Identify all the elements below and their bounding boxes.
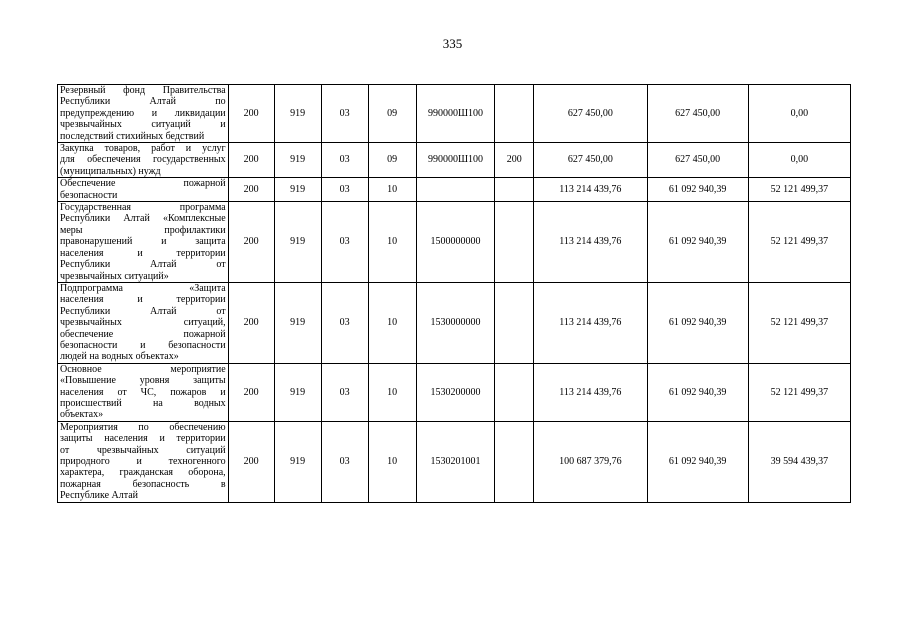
table-row: [58, 363, 851, 421]
row-name-line: безопасности: [60, 189, 118, 201]
code-cell: 03: [321, 421, 368, 502]
code-cell: 10: [368, 202, 416, 283]
row-name-line: объектах»: [60, 409, 104, 421]
page-number: 335: [442, 36, 463, 51]
code-cell: [495, 282, 534, 363]
row-name-cell: [58, 178, 229, 202]
row-name-line: населения и территории: [60, 294, 226, 306]
table-row: [58, 282, 851, 363]
amount-cell: 100 687 379,76: [534, 421, 647, 502]
amount-cell: 627 450,00: [534, 143, 647, 178]
code-cell: 200: [228, 363, 274, 421]
code-cell: 10: [368, 282, 416, 363]
row-name-line: происшествий на водных: [60, 397, 226, 409]
table-row: [58, 421, 851, 502]
row-name-line: безопасности и безопасности: [60, 339, 226, 351]
amount-cell: 627 450,00: [647, 85, 748, 143]
row-name-line: предупреждению и ликвидации: [60, 107, 226, 119]
row-name-line: чрезвычайных ситуаций,: [60, 317, 226, 329]
row-name-line: для обеспечения государственных: [60, 154, 226, 166]
code-cell: 10: [368, 421, 416, 502]
code-cell: 200: [228, 178, 274, 202]
row-name-line: Государственная программа: [60, 202, 226, 214]
code-cell: 10: [368, 178, 416, 202]
table-row: [58, 202, 851, 283]
code-cell: 03: [321, 282, 368, 363]
amount-cell: 52 121 499,37: [748, 282, 850, 363]
code-cell: 919: [274, 178, 321, 202]
table-row: [58, 85, 851, 143]
row-name-line: (муниципальных) нужд: [60, 165, 161, 177]
row-name-line: Подпрограмма «Защита: [60, 282, 226, 294]
code-cell: 200: [495, 143, 534, 178]
code-cell: 919: [274, 202, 321, 283]
row-name-line: природного и техногенного: [60, 456, 226, 467]
code-cell: 1530201001: [416, 421, 495, 502]
code-cell: [495, 421, 534, 502]
row-name-line: Обеспечение пожарной: [60, 178, 226, 190]
amount-cell: 0,00: [748, 85, 850, 143]
code-cell: [495, 363, 534, 421]
code-cell: 919: [274, 421, 321, 502]
code-cell: 200: [228, 282, 274, 363]
row-name-line: характера, гражданская оборона,: [60, 467, 226, 479]
row-name-line: Республики Алтай по: [60, 96, 226, 108]
amount-cell: 113 214 439,76: [534, 282, 647, 363]
amount-cell: 52 121 499,37: [748, 363, 850, 421]
table-row: [58, 143, 851, 178]
code-cell: 03: [321, 143, 368, 178]
amount-cell: 113 214 439,76: [534, 178, 647, 202]
code-cell: 919: [274, 143, 321, 178]
row-name-line: защиты населения и территории: [60, 433, 226, 445]
amount-cell: 52 121 499,37: [748, 178, 850, 202]
code-cell: 200: [228, 143, 274, 178]
amount-cell: 0,00: [748, 143, 850, 178]
code-cell: 09: [368, 143, 416, 178]
code-cell: 1530200000: [416, 363, 495, 421]
code-cell: 1530000000: [416, 282, 495, 363]
row-name-cell: [58, 282, 229, 363]
code-cell: 03: [321, 85, 368, 143]
code-cell: 03: [321, 178, 368, 202]
amount-cell: 61 092 940,39: [647, 178, 748, 202]
row-name-line: меры профилактики: [60, 224, 226, 236]
amount-cell: 39 594 439,37: [748, 421, 850, 502]
budget-table: [57, 84, 851, 503]
row-name-line: Республики Алтай от: [60, 305, 226, 317]
row-name-line: населения от ЧС, пожаров и: [60, 386, 226, 398]
code-cell: 919: [274, 363, 321, 421]
code-cell: 990000Ш100: [416, 143, 495, 178]
code-cell: [495, 85, 534, 143]
amount-cell: 61 092 940,39: [647, 421, 748, 502]
row-name-line: от чрезвычайных ситуаций: [60, 444, 226, 456]
row-name-line: Республики Алтай «Комплексные: [60, 213, 226, 225]
row-name-line: пожарная безопасность в: [60, 478, 226, 490]
amount-cell: 61 092 940,39: [647, 363, 748, 421]
code-cell: [495, 178, 534, 202]
table-row: [58, 178, 851, 202]
row-name-line: чрезвычайных ситуаций и: [60, 119, 226, 131]
row-name-cell: [58, 421, 229, 502]
code-cell: 919: [274, 282, 321, 363]
row-name-line: Закупка товаров, работ и услуг: [60, 143, 226, 155]
code-cell: 09: [368, 85, 416, 143]
row-name-line: Мероприятия по обеспечению: [60, 421, 226, 433]
row-name-line: чрезвычайных ситуаций»: [60, 270, 169, 282]
amount-cell: 113 214 439,76: [534, 202, 647, 283]
code-cell: 919: [274, 85, 321, 143]
code-cell: [495, 202, 534, 283]
amount-cell: 61 092 940,39: [647, 282, 748, 363]
row-name-line: Республике Алтай: [60, 490, 138, 502]
code-cell: 03: [321, 202, 368, 283]
row-name-cell: [58, 143, 229, 178]
row-name-line: Республики Алтай от: [60, 259, 226, 271]
code-cell: 10: [368, 363, 416, 421]
amount-cell: 52 121 499,37: [748, 202, 850, 283]
row-name-line: населения и территории: [60, 247, 226, 259]
row-name-line: «Повышение уровня защиты: [60, 375, 226, 387]
row-name-line: правонарушений и защита: [60, 236, 226, 248]
row-name-cell: [58, 363, 229, 421]
code-cell: [416, 178, 495, 202]
code-cell: 03: [321, 363, 368, 421]
amount-cell: 113 214 439,76: [534, 363, 647, 421]
code-cell: 200: [228, 202, 274, 283]
amount-cell: 627 450,00: [647, 143, 748, 178]
amount-cell: 627 450,00: [534, 85, 647, 143]
row-name-line: обеспечение пожарной: [60, 328, 226, 340]
row-name-line: людей на водных объектах»: [60, 351, 179, 363]
code-cell: 200: [228, 85, 274, 143]
row-name-cell: [58, 202, 229, 283]
code-cell: 1500000000: [416, 202, 495, 283]
code-cell: 990000Ш100: [416, 85, 495, 143]
code-cell: 200: [228, 421, 274, 502]
row-name-cell: [58, 85, 229, 143]
amount-cell: 61 092 940,39: [647, 202, 748, 283]
row-name-line: Основное мероприятие: [60, 363, 226, 375]
row-name-line: последствий стихийных бедствий: [60, 130, 205, 142]
row-name-line: Резервный фонд Правительства: [60, 85, 226, 96]
